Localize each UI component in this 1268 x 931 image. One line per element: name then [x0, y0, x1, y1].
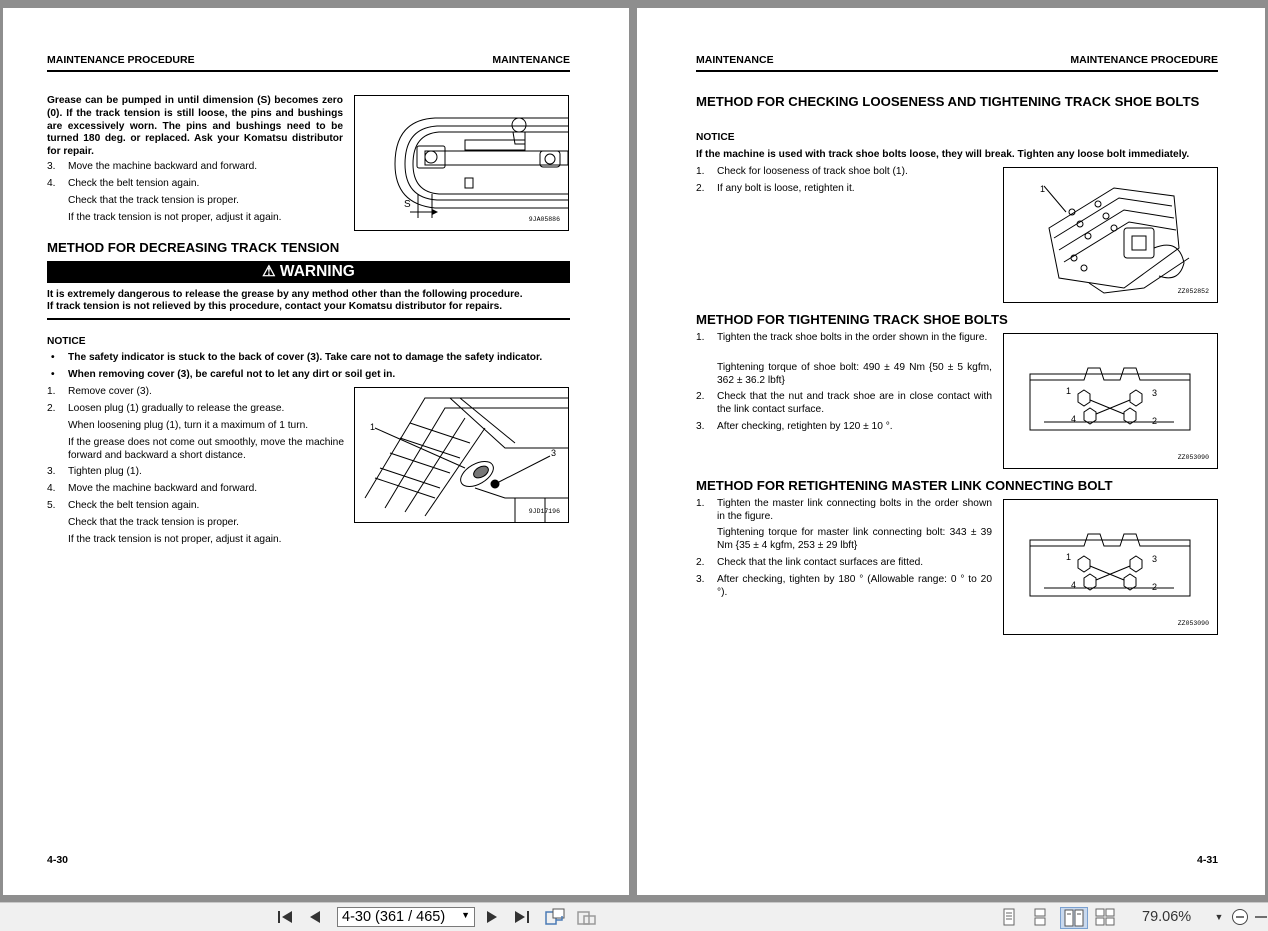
page-number: 4-31 [1196, 854, 1218, 866]
step-number: 4. [47, 178, 56, 189]
section-title-master-link: METHOD FOR RETIGHTENING MASTER LINK CONNECTING BOLT [696, 478, 1113, 493]
step-text: After checking, retighten by 120 ± 10 °. [717, 421, 893, 432]
bolt-number: 2 [1152, 416, 1158, 426]
step-text: Check that the track tension is proper. [68, 195, 240, 206]
figure-id: 9JA05886 [528, 216, 560, 223]
step-number: 3. [696, 421, 705, 432]
track-shoe-illustration [1004, 168, 1217, 302]
zoom-slider-track[interactable] [1255, 907, 1267, 927]
step-number: 2. [696, 391, 705, 402]
step-number: 3. [47, 466, 56, 477]
track-frame-plug-illustration [355, 388, 568, 522]
zoom-out-icon[interactable] [1229, 907, 1251, 927]
header-rule [696, 70, 1218, 72]
step-number: 1. [696, 332, 705, 343]
track-idler-illustration [355, 96, 568, 230]
notice-bullet: When removing cover (3), be careful not to let any dirt or soil get in. [68, 369, 396, 380]
step-number: 5. [47, 500, 56, 511]
zoom-dropdown-icon[interactable]: ▼ [1214, 912, 1224, 922]
section-title-tightening-shoe-bolts: METHOD FOR TIGHTENING TRACK SHOE BOLTS [696, 312, 1008, 327]
step-text: Tightening torque for master link connecting bolt: 343 ± 39 Nm {35 ± 4 kgfm, 253 ± 29 lbft} [717, 527, 992, 551]
header-rule [47, 70, 570, 72]
track-shoe-bolt-figure [1003, 167, 1218, 303]
notice-text: If the machine is used with track shoe bolts loose, they will break. Tighten any loose bolt immediately. [696, 149, 1190, 160]
step-text: Check for looseness of track shoe bolt (1). [717, 166, 908, 177]
prev-page-icon[interactable] [304, 907, 326, 927]
warning-label: WARNING [279, 263, 355, 280]
step-text: Tighten plug (1). [68, 466, 142, 477]
warning-text-1: It is extremely dangerous to release the grease by any method other than the following procedure. [47, 289, 523, 300]
step-number: 1. [47, 386, 56, 397]
next-page-icon[interactable] [481, 907, 503, 927]
step-text: Remove cover (3). [68, 386, 152, 397]
notice-label: NOTICE [696, 132, 735, 143]
callout-1: 1 [1040, 184, 1046, 194]
step-number: 3. [47, 161, 56, 172]
bolt-tightening-order-diagram [1004, 334, 1217, 468]
chevron-down-icon[interactable]: ▼ [461, 910, 470, 920]
step-number: 1. [696, 498, 705, 509]
running-header-right: MAINTENANCE [492, 54, 570, 66]
page-number-field[interactable] [337, 907, 475, 927]
notice-label: NOTICE [47, 336, 86, 347]
page-4-31 [637, 8, 1265, 895]
step-text: Check that the link contact surfaces are fitted. [717, 557, 924, 568]
bolt-number: 3 [1152, 388, 1158, 398]
step-text: Loosen plug (1) gradually to release the grease. [68, 403, 285, 414]
bullet-icon: • [51, 369, 55, 380]
bolt-number: 4 [1071, 580, 1077, 590]
two-page-continuous-icon[interactable] [1094, 907, 1116, 927]
section-title-decreasing-tension: METHOD FOR DECREASING TRACK TENSION [47, 240, 340, 255]
step-text: When loosening plug (1), turn it a maximum of 1 turn. [68, 420, 309, 431]
page-number-value: 4-30 (361 / 465) [342, 909, 446, 925]
step-number: 1. [696, 166, 705, 177]
running-header-left: MAINTENANCE PROCEDURE [47, 54, 195, 66]
master-link-bolt-figure [1003, 499, 1218, 635]
figure-id: ZZ052852 [1177, 288, 1209, 295]
bolt-number: 1 [1066, 552, 1072, 562]
bullet-icon: • [51, 352, 55, 363]
bolt-number: 3 [1152, 554, 1158, 564]
step-text: If the grease does not come out smoothly, move the machine forward and backward a short distance. [68, 437, 344, 461]
two-page-icon[interactable] [1060, 907, 1088, 929]
master-link-order-diagram [1004, 500, 1217, 634]
step-text: Move the machine backward and forward. [68, 483, 258, 494]
step-number: 4. [47, 483, 56, 494]
bolt-number: 1 [1066, 386, 1072, 396]
step-text: Check the belt tension again. [68, 500, 200, 511]
rotate-icon[interactable] [543, 907, 567, 927]
warning-triangle-icon: ⚠ [262, 263, 276, 280]
step-text: Move the machine backward and forward. [68, 161, 258, 172]
figure-id: ZZ053090 [1177, 620, 1209, 627]
viewer-toolbar [0, 902, 1268, 931]
bolt-order-figure [1003, 333, 1218, 469]
page-4-30 [3, 8, 629, 895]
running-header-right: MAINTENANCE PROCEDURE [1070, 54, 1218, 66]
page-number: 4-30 [47, 854, 69, 866]
dimension-s-label: S [404, 199, 411, 210]
last-page-icon[interactable] [511, 907, 533, 927]
print-icon[interactable] [575, 907, 599, 927]
intro-paragraph: Grease can be pumped in until dimension (S) becomes zero (0). If the track tension is still loose, the pins and bushings are excessively worn. The pins and bushings need to be turned 180 deg. or replaced. Ask your Komatsu distributor for repair. [47, 95, 343, 158]
callout-3: 3 [551, 448, 557, 458]
step-number: 2. [696, 183, 705, 194]
step-text: Check that the nut and track shoe are in close contact with the link contact surface. [717, 391, 992, 415]
warning-text-2: If track tension is not relieved by this procedure, contact your Komatsu distributor for repairs. [47, 301, 503, 312]
step-number: 3. [696, 574, 705, 585]
step-number: 2. [696, 557, 705, 568]
step-number: 2. [47, 403, 56, 414]
zoom-level[interactable]: 79.06% [1142, 909, 1192, 925]
running-header-left: MAINTENANCE [696, 54, 774, 66]
step-text: After checking, tighten by 180 ° (Allowable range: 0 ° to 20 °). [717, 574, 992, 598]
bolt-number: 4 [1071, 414, 1077, 424]
first-page-icon[interactable] [274, 907, 296, 927]
step-text: If the track tension is not proper, adjust it again. [68, 534, 282, 545]
step-text: Check that the track tension is proper. [68, 517, 240, 528]
callout-1: 1 [370, 422, 376, 432]
single-page-icon[interactable] [998, 907, 1020, 927]
figure-id: 9JD17196 [528, 508, 560, 515]
step-text: If the track tension is not proper, adjust it again. [68, 212, 282, 223]
continuous-icon[interactable] [1029, 907, 1051, 927]
step-text: Tighten the track shoe bolts in the order shown in the figure. [717, 332, 988, 343]
section-title-checking-looseness: METHOD FOR CHECKING LOOSENESS AND TIGHTENING TRACK SHOE BOLTS [696, 94, 1200, 109]
step-text: If any bolt is loose, retighten it. [717, 183, 855, 194]
figure-id: ZZ053090 [1177, 454, 1209, 461]
grease-plug-figure [354, 387, 569, 523]
step-text: Tighten the master link connecting bolts in the order shown in the figure. [717, 498, 992, 522]
track-tension-figure [354, 95, 569, 231]
bolt-number: 2 [1152, 582, 1158, 592]
step-text: Tightening torque of shoe bolt: 490 ± 49 Nm {50 ± 5 kgfm, 362 ± 36.2 lbft} [717, 362, 992, 386]
notice-bullet: The safety indicator is stuck to the back of cover (3). Take care not to damage the safety indicator. [68, 352, 543, 363]
warning-banner [47, 261, 570, 283]
warning-bottom-rule [47, 318, 570, 320]
step-text: Check the belt tension again. [68, 178, 200, 189]
